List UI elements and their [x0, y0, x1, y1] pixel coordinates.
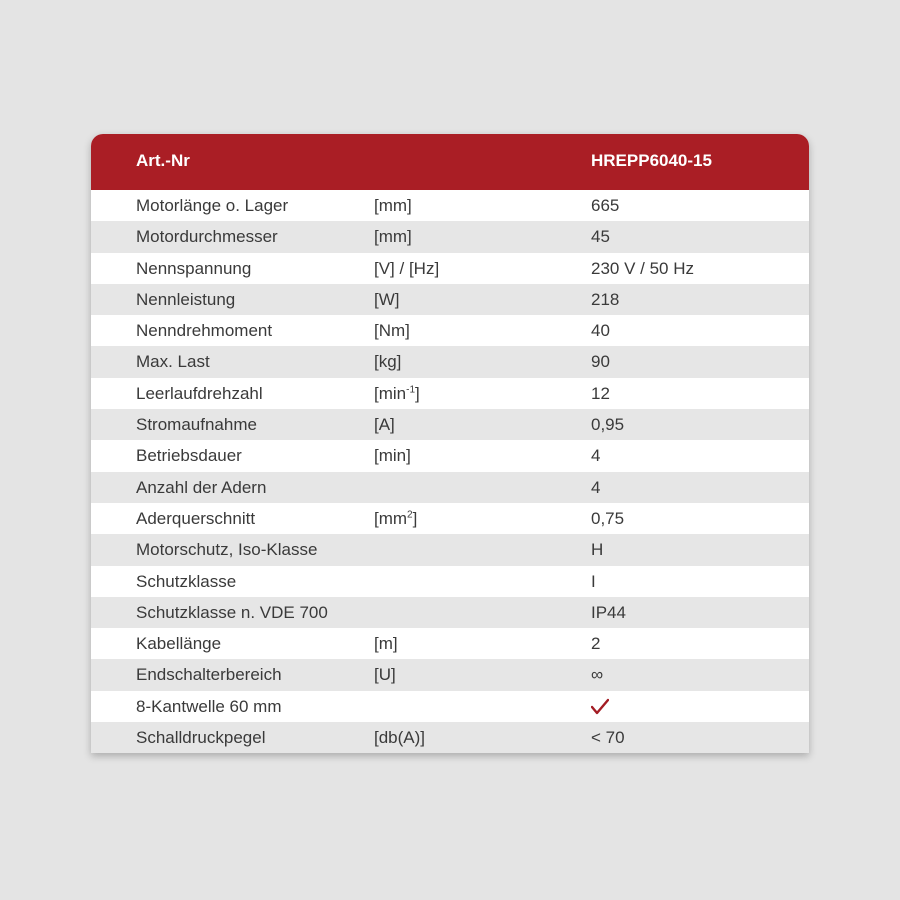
- unit-base: [mm: [374, 508, 408, 528]
- spec-value: I: [591, 571, 596, 591]
- spec-value: 4: [591, 477, 601, 497]
- table-row: [91, 409, 809, 440]
- unit-superscript: -1: [406, 384, 416, 396]
- spec-name: 8-Kantwelle 60 mm: [136, 696, 282, 716]
- spec-name: Aderquerschnitt: [136, 508, 256, 528]
- spec-unit: [374, 384, 420, 404]
- spec-unit: [mm]: [374, 227, 412, 247]
- spec-value: 12: [591, 383, 610, 403]
- table-row: [91, 346, 809, 377]
- table-row: [91, 659, 809, 690]
- unit-end: ]: [412, 508, 418, 528]
- spec-unit: [mm]: [374, 196, 412, 215]
- table-row: [91, 315, 809, 346]
- table-row: [91, 440, 809, 471]
- table-body: [91, 190, 809, 753]
- spec-unit: [m]: [374, 634, 398, 654]
- spec-name: Anzahl der Adern: [136, 477, 267, 497]
- spec-name: Endschalterbereich: [136, 665, 282, 685]
- table-header: [91, 134, 809, 190]
- spec-unit: [W]: [374, 289, 400, 309]
- table-row: [91, 597, 809, 628]
- spec-name: Nennspannung: [136, 258, 252, 278]
- spec-name: Schutzklasse n. VDE 700: [136, 602, 328, 622]
- spec-name: Schalldruckpegel: [136, 728, 266, 748]
- spec-value: 0,95: [591, 415, 625, 435]
- spec-value: 45: [591, 227, 610, 247]
- spec-value: IP44: [591, 602, 626, 622]
- spec-name: Stromaufnahme: [136, 415, 257, 435]
- spec-unit: [374, 509, 417, 529]
- spec-value: 665: [591, 196, 620, 215]
- header-value: HREPP6040-15: [591, 151, 712, 170]
- table-row: [91, 628, 809, 659]
- spec-value: < 70: [591, 728, 625, 748]
- table-row: [91, 378, 809, 409]
- spec-value: 40: [591, 321, 610, 341]
- table-row: [91, 722, 809, 753]
- spec-name: Motorschutz, Iso-Klasse: [136, 540, 318, 560]
- table-row: [91, 534, 809, 565]
- header-label: Art.-Nr: [136, 151, 190, 170]
- table-row: [91, 253, 809, 284]
- spec-name: Betriebsdauer: [136, 446, 242, 466]
- table-row: [91, 221, 809, 252]
- spec-value: 2: [591, 634, 601, 654]
- table-row: [91, 190, 809, 221]
- spec-unit: [Nm]: [374, 321, 410, 341]
- unit-end: ]: [415, 383, 420, 403]
- spec-name: Nennleistung: [136, 289, 236, 309]
- table-row: [91, 691, 809, 722]
- spec-table: [91, 134, 809, 753]
- table-row: [91, 566, 809, 597]
- spec-value: 0,75: [591, 508, 625, 528]
- spec-name: Motordurchmesser: [136, 227, 278, 247]
- spec-unit: [kg]: [374, 352, 402, 372]
- spec-name: Max. Last: [136, 352, 210, 372]
- unit-superscript: 2: [407, 509, 413, 521]
- spec-name: Leerlaufdrehzahl: [136, 383, 263, 403]
- spec-name: Motorlänge o. Lager: [136, 196, 289, 215]
- spec-value: 4: [591, 446, 601, 466]
- spec-value: 230 V / 50 Hz: [591, 258, 695, 278]
- spec-unit: [V] / [Hz]: [374, 258, 440, 278]
- check-icon: [591, 698, 609, 716]
- unit-base: [min: [374, 383, 407, 403]
- spec-value: 90: [591, 352, 610, 372]
- spec-name: Kabellänge: [136, 634, 222, 654]
- spec-name: Schutzklasse: [136, 571, 237, 591]
- spec-value: ∞: [591, 665, 604, 685]
- table-row: [91, 503, 809, 534]
- spec-value: 218: [591, 289, 620, 309]
- table-row: [91, 472, 809, 503]
- spec-unit: [U]: [374, 665, 396, 685]
- spec-unit: [db(A)]: [374, 728, 426, 748]
- spec-value: H: [591, 540, 604, 560]
- spec-unit: [A]: [374, 415, 395, 435]
- table-row: [91, 284, 809, 315]
- spec-name: Nenndrehmoment: [136, 321, 273, 341]
- spec-unit: [min]: [374, 446, 411, 466]
